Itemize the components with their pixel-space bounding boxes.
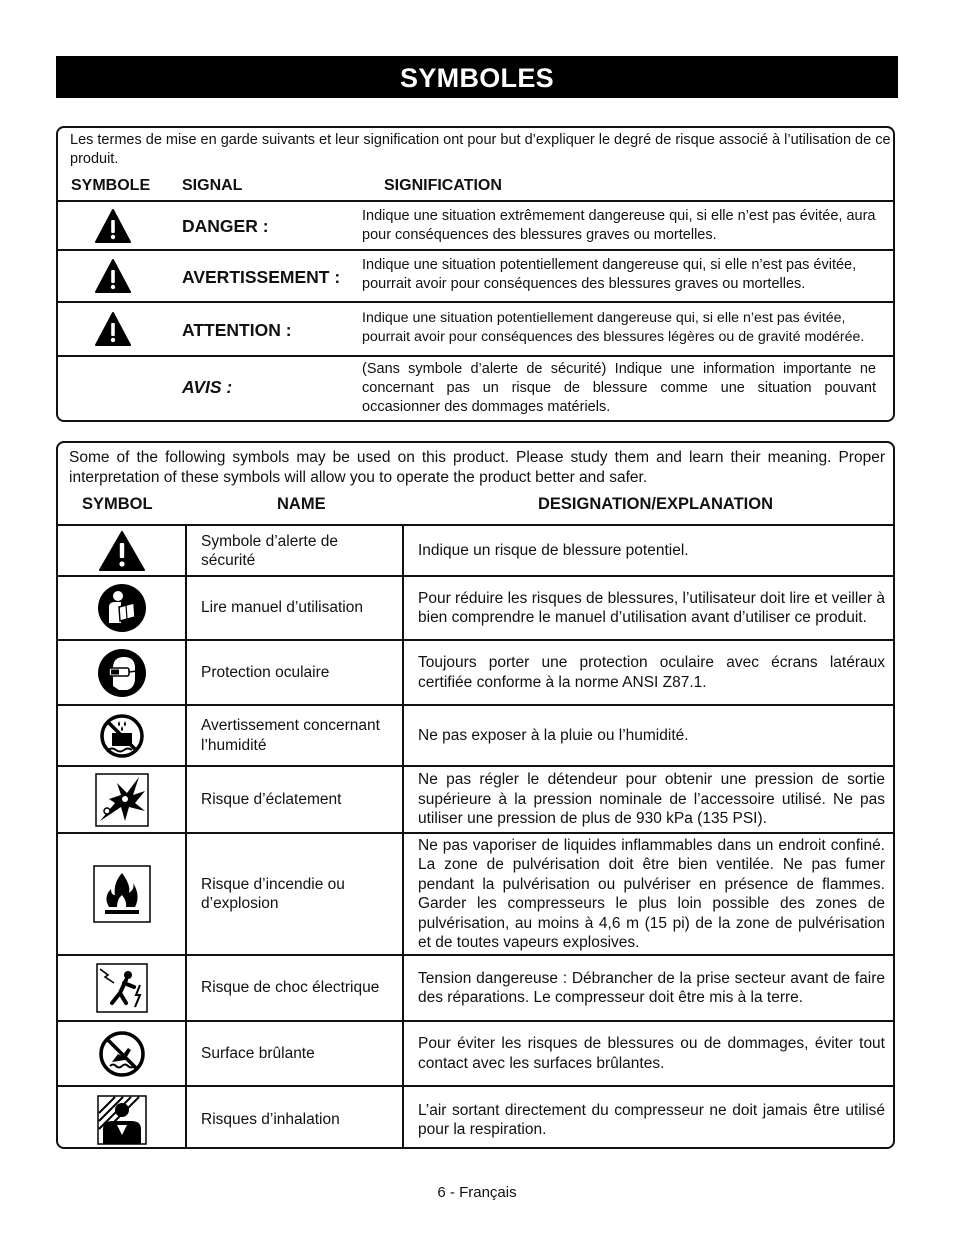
symbol-name: Risques d’inhalation: [201, 1111, 340, 1129]
signal-word: DANGER :: [182, 216, 269, 236]
inhalation-hazard-icon: [97, 1095, 147, 1145]
header-signal: SIGNAL: [182, 177, 243, 194]
table-row: [58, 765, 895, 832]
table-row: [58, 524, 895, 576]
symbol-explanation: Pour réduire les risques de blessures, l’utilisateur doit lire et veiller à bien comprendre le manuel d’utilisation avant d’utiliser ce produit.: [418, 589, 885, 626]
symbol-explanation: Ne pas exposer à la pluie ou l’humidité.: [418, 726, 689, 744]
symbol-explanation: L’air sortant directement du compresseur ne doit jamais être utilisé pour la respiration.: [418, 1101, 885, 1138]
warning-triangle-icon: [95, 209, 131, 243]
symbol-explanation: Tension dangereuse : Débrancher de la prise secteur avant de faire des réparations. Le compresseur doit être mis à la terre.: [418, 969, 885, 1006]
warning-triangle-icon: [95, 312, 131, 346]
hot-surface-icon: [98, 1030, 146, 1078]
signal-word: AVIS :: [182, 377, 233, 397]
signal-desc: Indique une situation extrêmement dangereuse qui, si elle n’est pas évitée, aura pour conséquences des blessures graves ou mortelles.: [362, 208, 876, 243]
symbol-name: Risque d’incendie ou d’explosion: [201, 875, 345, 912]
table-row: [58, 639, 895, 704]
signal-row-avis: [58, 355, 895, 422]
symbol-name: Avertissement concernant l’humidité: [201, 717, 380, 754]
wet-conditions-icon: [99, 713, 145, 759]
header-name: NAME: [277, 495, 326, 513]
burst-hazard-icon: [95, 773, 149, 827]
signal-row-attention: [58, 301, 895, 355]
table-row: [58, 954, 895, 1020]
header-symbol: SYMBOL: [82, 495, 153, 513]
eye-protection-icon: [97, 648, 147, 698]
signal-desc: Indique une situation potentiellement dangereuse qui, si elle n’est pas évitée, pourrait avoir pour conséquences des blessures graves ou mortelles.: [362, 257, 857, 292]
header-signification: SIGNIFICATION: [384, 177, 502, 194]
symbol-name: Lire manuel d’utilisation: [201, 599, 363, 617]
electric-shock-icon: [96, 963, 148, 1013]
signal-row-avertissement: [58, 249, 895, 301]
symbol-explanation: Toujours porter une protection oculaire avec écrans latéraux certifiée conforme à la norme ANSI Z87.1.: [418, 654, 885, 691]
table-row: [58, 832, 895, 954]
table-row: [58, 704, 895, 765]
page-footer: 6 - Français: [437, 1184, 517, 1201]
table-row: [58, 1020, 895, 1085]
signal-row-danger: [58, 200, 895, 250]
fire-hazard-icon: [93, 865, 151, 923]
symbol-explanation: Pour éviter les risques de blessures ou de dommages, éviter tout contact avec les surfaces brûlantes.: [418, 1035, 885, 1072]
symbol-name: Surface brûlante: [201, 1044, 315, 1062]
signal-intro: Les termes de mise en garde suivants et leur signification ont pour but d’expliquer le degré de risque associé à l’utilisation de ce produit.: [70, 132, 891, 167]
page-title: SYMBOLES: [56, 56, 898, 98]
signal-words-box: [56, 126, 895, 422]
symbol-name: Symbole d’alerte de sécurité: [201, 532, 338, 569]
warning-triangle-icon: [95, 259, 131, 293]
signal-word: ATTENTION :: [182, 320, 292, 340]
symbol-name: Protection oculaire: [201, 663, 330, 681]
symbol-name: Risque d’éclatement: [201, 790, 342, 808]
table-row: [58, 1085, 895, 1149]
symbol-name: Risque de choc électrique: [201, 979, 380, 997]
signal-word: AVERTISSEMENT :: [182, 267, 341, 287]
header-explanation: DESIGNATION/EXPLANATION: [538, 495, 773, 513]
symbol-explanation: Indique un risque de blessure potentiel.: [418, 542, 689, 560]
safety-alert-icon: [99, 531, 145, 571]
symbols-box: [56, 441, 895, 1149]
header-symbole: SYMBOLE: [71, 177, 151, 194]
symbol-explanation: Ne pas régler le détendeur pour obtenir une pression de sortie supérieure à la pression nominale de l’accessoire utilisé. Ne pas utiliser une pression de plus de 930 kPa (135 PSI).: [418, 771, 885, 828]
symbols-intro: Some of the following symbols may be used on this product. Please study them and learn their meaning. Proper interpretation of these symbols will allow you to operate the product better and safer.: [69, 449, 885, 486]
read-manual-icon: [97, 583, 147, 633]
signal-desc: Indique une situation potentiellement dangereuse qui, si elle n’est pas évitée, pourrait avoir pour conséquences des blessures légères ou de gravité modérée.: [362, 310, 865, 345]
table-row: [58, 575, 895, 639]
symbol-explanation: Ne pas vaporiser de liquides inflammables dans un endroit confiné. La zone de pulvérisation doit être bien ventilée. Ne pas fumer pendant la pulvérisation ou pulvériser en présence de flammes. Garder les compresseurs le plus loin possible des zones de pulvérisation, au moins à 4,6 m (15 pi) de la zone de pulvérisation et de toutes vapeurs explosives.: [418, 836, 885, 951]
signal-desc: (Sans symbole d’alerte de sécurité) Indique une information importante ne concernant pas un risque de blessure comme une situation pouvant occasionner des dommages matériels.: [362, 361, 876, 415]
